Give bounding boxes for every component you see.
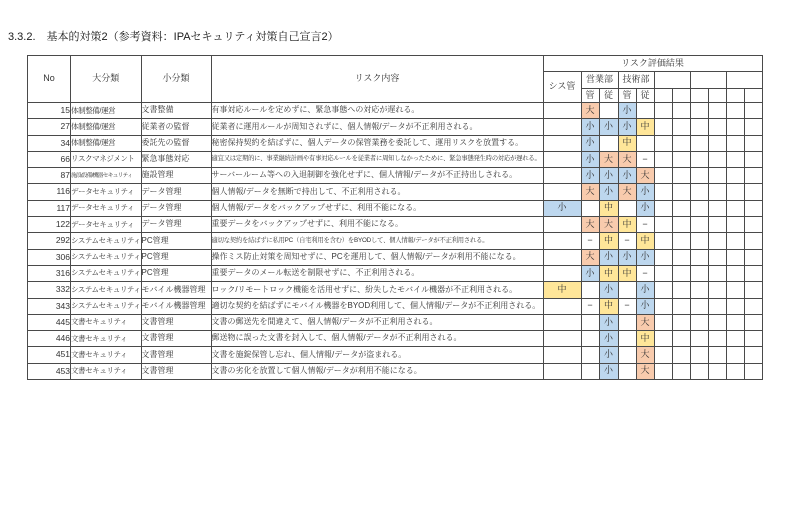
cell-eval-sales-staff: 中	[599, 233, 618, 249]
cell-eval-sysadmin	[543, 265, 581, 281]
cell-major-category: 文書セキュリティ	[71, 331, 142, 347]
cell-eval-empty	[744, 119, 762, 135]
cell-eval-empty	[690, 184, 708, 200]
cell-eval-empty	[726, 103, 744, 119]
col-header-empty-sub-1	[654, 89, 672, 103]
cell-eval-empty	[708, 363, 726, 379]
cell-eval-empty	[744, 168, 762, 184]
cell-eval-tech-staff: 中	[636, 119, 654, 135]
cell-eval-tech-staff: 小	[636, 184, 654, 200]
table-row	[28, 265, 763, 281]
cell-risk-description: 適宜又は定期的に、事業継続計画や有事対応ルールを従業者に周知しなかったために、緊急事態発生時の対応が遅れる。	[211, 151, 543, 167]
cell-risk-description: 従業者に運用ルールが周知されずに、個人情報/データが不正利用される。	[211, 119, 543, 135]
cell-minor-category: 緊急事態対応	[141, 151, 211, 167]
cell-eval-sysadmin	[543, 347, 581, 363]
cell-eval-empty	[672, 184, 690, 200]
cell-eval-tech-staff	[636, 103, 654, 119]
cell-eval-empty	[744, 314, 762, 330]
cell-eval-empty	[672, 233, 690, 249]
cell-eval-sales-manager	[581, 314, 599, 330]
cell-eval-sales-staff	[599, 135, 618, 151]
col-header-sales-staff: 従	[599, 89, 618, 103]
cell-eval-empty	[726, 217, 744, 233]
cell-eval-tech-manager: 大	[618, 184, 636, 200]
col-header-sales-manager: 管	[581, 89, 599, 103]
cell-minor-category: 施設管理	[141, 168, 211, 184]
cell-major-category: システムセキュリティ	[71, 282, 142, 298]
cell-eval-empty	[744, 298, 762, 314]
cell-major-category: 文書セキュリティ	[71, 314, 142, 330]
cell-eval-empty	[726, 298, 744, 314]
cell-minor-category: データ管理	[141, 184, 211, 200]
cell-risk-description: 秘密保持契約を結ばずに、個人データの保管業務を委託して、運用リスクを放置する。	[211, 135, 543, 151]
col-header-sales-dept: 営業部	[581, 72, 618, 89]
cell-eval-empty	[744, 151, 762, 167]
table-row	[28, 331, 763, 347]
table-row	[28, 119, 763, 135]
cell-eval-empty	[672, 282, 690, 298]
cell-eval-sales-manager	[581, 200, 599, 216]
cell-eval-sales-manager: −	[581, 298, 599, 314]
cell-risk-description: サーバールーム等への入退制御を強化せずに、個人情報/データが不正持出しされる。	[211, 168, 543, 184]
cell-risk-description: 重要データのメール転送を制限せずに、不正利用される。	[211, 265, 543, 281]
cell-eval-empty	[744, 217, 762, 233]
cell-major-category: システムセキュリティ	[71, 298, 142, 314]
cell-eval-empty	[672, 103, 690, 119]
cell-eval-sales-staff: 小	[599, 168, 618, 184]
cell-eval-empty	[744, 184, 762, 200]
cell-eval-empty	[672, 347, 690, 363]
cell-eval-empty	[726, 233, 744, 249]
cell-eval-empty	[672, 168, 690, 184]
cell-no: 15	[28, 103, 71, 119]
cell-eval-tech-staff: −	[636, 151, 654, 167]
table-row	[28, 103, 763, 119]
cell-eval-empty	[654, 265, 672, 281]
cell-minor-category: PC管理	[141, 233, 211, 249]
cell-risk-description: 郵送物に誤った文書を封入して、個人情報/データが不正利用される。	[211, 331, 543, 347]
cell-eval-sales-manager	[581, 282, 599, 298]
cell-eval-empty	[726, 265, 744, 281]
cell-eval-empty	[690, 233, 708, 249]
col-header-empty-group-2	[690, 72, 726, 89]
cell-eval-empty	[708, 233, 726, 249]
cell-eval-empty	[744, 363, 762, 379]
col-header-no: No	[28, 56, 71, 103]
col-header-major-category: 大分類	[71, 56, 142, 103]
col-header-empty-group-1	[654, 72, 690, 89]
cell-no: 451	[28, 347, 71, 363]
cell-no: 316	[28, 265, 71, 281]
cell-major-category: データセキュリティ	[71, 217, 142, 233]
cell-eval-sales-staff: 小	[599, 184, 618, 200]
cell-major-category: 文書セキュリティ	[71, 363, 142, 379]
cell-risk-description: 文書を施錠保管し忘れ、個人情報/データが盗まれる。	[211, 347, 543, 363]
cell-no: 446	[28, 331, 71, 347]
cell-eval-sysadmin	[543, 135, 581, 151]
cell-eval-empty	[708, 119, 726, 135]
cell-major-category: 施設/設備/機器セキュリティ	[71, 168, 142, 184]
cell-eval-sysadmin	[543, 168, 581, 184]
cell-eval-empty	[708, 314, 726, 330]
cell-eval-tech-manager	[618, 282, 636, 298]
cell-no: 453	[28, 363, 71, 379]
cell-eval-empty	[672, 217, 690, 233]
cell-major-category: リスクマネジメント	[71, 151, 142, 167]
cell-eval-sales-manager	[581, 347, 599, 363]
cell-eval-tech-staff: 小	[636, 298, 654, 314]
cell-eval-empty	[708, 347, 726, 363]
cell-eval-sysadmin: 中	[543, 282, 581, 298]
cell-eval-tech-staff: 大	[636, 363, 654, 379]
cell-eval-empty	[690, 363, 708, 379]
cell-eval-empty	[690, 265, 708, 281]
cell-eval-empty	[672, 265, 690, 281]
cell-eval-empty	[708, 249, 726, 265]
cell-eval-sales-staff: 小	[599, 331, 618, 347]
cell-eval-tech-staff	[636, 135, 654, 151]
cell-minor-category: 文書整備	[141, 103, 211, 119]
cell-eval-empty	[690, 282, 708, 298]
cell-eval-empty	[690, 217, 708, 233]
cell-risk-description: 操作ミス防止対策を周知せずに、PCを運用して、個人情報/データが利用不能になる。	[211, 249, 543, 265]
cell-eval-tech-staff: 大	[636, 347, 654, 363]
cell-eval-sales-manager: 小	[581, 265, 599, 281]
cell-eval-tech-manager	[618, 347, 636, 363]
cell-minor-category: 従業者の監督	[141, 119, 211, 135]
cell-no: 34	[28, 135, 71, 151]
cell-eval-empty	[708, 298, 726, 314]
cell-eval-tech-manager	[618, 314, 636, 330]
table-row	[28, 200, 763, 216]
table-row	[28, 314, 763, 330]
cell-eval-empty	[726, 135, 744, 151]
cell-eval-sales-staff: 中	[599, 200, 618, 216]
cell-eval-empty	[690, 314, 708, 330]
cell-eval-sales-manager: 小	[581, 151, 599, 167]
cell-eval-sales-manager: 大	[581, 217, 599, 233]
cell-eval-empty	[654, 331, 672, 347]
cell-eval-sales-manager	[581, 331, 599, 347]
cell-no: 332	[28, 282, 71, 298]
col-header-empty-group-3	[726, 72, 762, 89]
cell-eval-empty	[708, 282, 726, 298]
cell-major-category: データセキュリティ	[71, 184, 142, 200]
cell-eval-sales-manager: 小	[581, 135, 599, 151]
cell-eval-empty	[672, 135, 690, 151]
cell-eval-empty	[690, 103, 708, 119]
cell-eval-sysadmin	[543, 151, 581, 167]
table-row	[28, 168, 763, 184]
cell-minor-category: データ管理	[141, 200, 211, 216]
cell-eval-empty	[726, 282, 744, 298]
cell-eval-sysadmin	[543, 249, 581, 265]
cell-eval-empty	[744, 331, 762, 347]
cell-eval-empty	[708, 200, 726, 216]
cell-risk-description: 文書の郵送先を間違えて、個人情報/データが不正利用される。	[211, 314, 543, 330]
cell-eval-empty	[672, 363, 690, 379]
table-row	[28, 282, 763, 298]
cell-eval-empty	[726, 119, 744, 135]
cell-eval-empty	[726, 314, 744, 330]
col-header-tech-dept: 技術部	[618, 72, 654, 89]
col-header-tech-staff: 従	[636, 89, 654, 103]
cell-risk-description: ロック/リモートロック機能を活用せずに、紛失したモバイル機器が不正利用される。	[211, 282, 543, 298]
cell-eval-empty	[708, 184, 726, 200]
cell-eval-sales-manager	[581, 363, 599, 379]
cell-minor-category: モバイル機器管理	[141, 298, 211, 314]
col-header-empty-sub-6	[744, 89, 762, 103]
cell-eval-empty	[654, 314, 672, 330]
cell-eval-sales-staff: 大	[599, 151, 618, 167]
cell-eval-empty	[672, 249, 690, 265]
cell-minor-category: 文書管理	[141, 314, 211, 330]
cell-minor-category: モバイル機器管理	[141, 282, 211, 298]
cell-no: 27	[28, 119, 71, 135]
table-row	[28, 135, 763, 151]
cell-eval-empty	[690, 119, 708, 135]
cell-risk-description: 重要データをバックアップせずに、利用不能になる。	[211, 217, 543, 233]
cell-eval-tech-staff: 小	[636, 282, 654, 298]
cell-no: 66	[28, 151, 71, 167]
cell-eval-empty	[744, 282, 762, 298]
cell-eval-tech-staff: −	[636, 217, 654, 233]
cell-risk-description: 文書の劣化を放置して個人情報/データが利用不能になる。	[211, 363, 543, 379]
cell-minor-category: データ管理	[141, 217, 211, 233]
cell-eval-empty	[726, 200, 744, 216]
cell-eval-sales-manager: 小	[581, 119, 599, 135]
cell-eval-empty	[690, 200, 708, 216]
cell-eval-sales-manager: 小	[581, 168, 599, 184]
table-row	[28, 298, 763, 314]
cell-eval-tech-staff: −	[636, 265, 654, 281]
cell-risk-description: 適切な契約を結ばずに私用PC（自宅利用を含む）をBYODして、個人情報/データが不正利用される。	[211, 233, 543, 249]
cell-eval-sysadmin	[543, 103, 581, 119]
cell-eval-sysadmin	[543, 184, 581, 200]
cell-no: 116	[28, 184, 71, 200]
cell-no: 292	[28, 233, 71, 249]
col-header-system-admin: シス管	[543, 72, 581, 103]
cell-eval-empty	[744, 233, 762, 249]
col-header-empty-sub-5	[726, 89, 744, 103]
cell-risk-description: 適切な契約を結ばずにモバイル機器をBYOD利用して、個人情報/データが不正利用される。	[211, 298, 543, 314]
table-row	[28, 151, 763, 167]
cell-eval-tech-staff: 小	[636, 200, 654, 216]
cell-eval-sysadmin	[543, 119, 581, 135]
cell-eval-tech-staff: 大	[636, 314, 654, 330]
cell-major-category: 体制整備/運営	[71, 103, 142, 119]
cell-eval-empty	[654, 298, 672, 314]
cell-eval-sales-staff: 小	[599, 119, 618, 135]
cell-minor-category: 委託先の監督	[141, 135, 211, 151]
cell-eval-empty	[726, 184, 744, 200]
cell-eval-empty	[726, 363, 744, 379]
cell-eval-empty	[726, 347, 744, 363]
cell-eval-sales-manager: −	[581, 233, 599, 249]
cell-major-category: システムセキュリティ	[71, 233, 142, 249]
cell-no: 306	[28, 249, 71, 265]
table-row	[28, 249, 763, 265]
cell-eval-empty	[744, 249, 762, 265]
cell-eval-empty	[744, 200, 762, 216]
cell-risk-description: 個人情報/データをバックアップせずに、利用不能になる。	[211, 200, 543, 216]
cell-eval-empty	[708, 265, 726, 281]
cell-eval-tech-staff: 中	[636, 331, 654, 347]
table-row	[28, 363, 763, 379]
cell-eval-sysadmin	[543, 217, 581, 233]
cell-eval-sales-manager: 大	[581, 184, 599, 200]
cell-eval-sales-manager: 大	[581, 249, 599, 265]
risk-table-body	[28, 103, 763, 380]
cell-eval-empty	[654, 168, 672, 184]
cell-major-category: システムセキュリティ	[71, 265, 142, 281]
col-header-tech-manager: 管	[618, 89, 636, 103]
cell-eval-sales-manager: 大	[581, 103, 599, 119]
table-row	[28, 347, 763, 363]
cell-risk-description: 個人情報/データを無断で持出して、不正利用される。	[211, 184, 543, 200]
cell-eval-sales-staff: 小	[599, 314, 618, 330]
cell-eval-tech-manager: 小	[618, 103, 636, 119]
cell-eval-sales-staff: 小	[599, 282, 618, 298]
cell-eval-sales-staff: 小	[599, 249, 618, 265]
cell-eval-empty	[708, 217, 726, 233]
cell-eval-tech-manager: 中	[618, 217, 636, 233]
risk-table	[27, 55, 763, 380]
cell-eval-empty	[654, 347, 672, 363]
cell-eval-empty	[672, 200, 690, 216]
cell-eval-empty	[672, 331, 690, 347]
cell-eval-empty	[672, 151, 690, 167]
cell-eval-empty	[744, 265, 762, 281]
col-header-evaluation-result: リスク評価結果	[543, 56, 762, 72]
cell-eval-empty	[690, 249, 708, 265]
cell-minor-category: 文書管理	[141, 347, 211, 363]
cell-eval-sysadmin	[543, 298, 581, 314]
cell-eval-sysadmin	[543, 233, 581, 249]
cell-minor-category: 文書管理	[141, 331, 211, 347]
cell-eval-tech-manager: 中	[618, 135, 636, 151]
cell-eval-tech-manager	[618, 363, 636, 379]
cell-major-category: 体制整備/運営	[71, 135, 142, 151]
cell-eval-empty	[654, 184, 672, 200]
cell-eval-empty	[690, 347, 708, 363]
cell-eval-empty	[654, 217, 672, 233]
cell-eval-tech-manager: −	[618, 233, 636, 249]
cell-eval-empty	[708, 168, 726, 184]
cell-eval-sysadmin	[543, 331, 581, 347]
cell-eval-tech-manager: −	[618, 298, 636, 314]
cell-eval-sales-staff: 中	[599, 298, 618, 314]
cell-eval-empty	[726, 151, 744, 167]
table-row	[28, 233, 763, 249]
cell-eval-empty	[708, 135, 726, 151]
cell-eval-empty	[690, 135, 708, 151]
cell-major-category: 文書セキュリティ	[71, 347, 142, 363]
cell-eval-tech-manager: 小	[618, 119, 636, 135]
cell-eval-empty	[708, 103, 726, 119]
cell-risk-description: 有事対応ルールを定めずに、緊急事態への対応が遅れる。	[211, 103, 543, 119]
col-header-empty-sub-3	[690, 89, 708, 103]
cell-eval-tech-staff: 中	[636, 233, 654, 249]
cell-eval-empty	[726, 249, 744, 265]
cell-eval-sysadmin	[543, 314, 581, 330]
cell-no: 445	[28, 314, 71, 330]
col-header-minor-category: 小分類	[141, 56, 211, 103]
cell-eval-empty	[654, 363, 672, 379]
cell-eval-empty	[672, 119, 690, 135]
cell-eval-sales-staff: 小	[599, 347, 618, 363]
cell-eval-tech-manager: 中	[618, 265, 636, 281]
col-header-empty-sub-2	[672, 89, 690, 103]
cell-eval-empty	[654, 151, 672, 167]
cell-eval-empty	[690, 331, 708, 347]
cell-eval-empty	[672, 314, 690, 330]
cell-eval-empty	[654, 103, 672, 119]
cell-eval-empty	[672, 298, 690, 314]
cell-eval-empty	[654, 200, 672, 216]
cell-eval-empty	[744, 347, 762, 363]
cell-no: 122	[28, 217, 71, 233]
table-row	[28, 217, 763, 233]
cell-eval-empty	[726, 331, 744, 347]
table-row	[28, 184, 763, 200]
cell-eval-tech-manager	[618, 200, 636, 216]
cell-eval-empty	[690, 168, 708, 184]
cell-eval-empty	[708, 151, 726, 167]
cell-eval-empty	[654, 119, 672, 135]
cell-eval-empty	[654, 135, 672, 151]
cell-eval-tech-manager	[618, 331, 636, 347]
cell-major-category: 体制整備/運営	[71, 119, 142, 135]
cell-eval-empty	[654, 249, 672, 265]
cell-eval-empty	[744, 103, 762, 119]
cell-eval-tech-staff: 小	[636, 249, 654, 265]
cell-eval-empty	[654, 282, 672, 298]
col-header-empty-sub-4	[708, 89, 726, 103]
cell-no: 343	[28, 298, 71, 314]
cell-no: 87	[28, 168, 71, 184]
header-row-1	[28, 56, 763, 72]
cell-no: 117	[28, 200, 71, 216]
cell-minor-category: PC管理	[141, 249, 211, 265]
cell-eval-empty	[690, 298, 708, 314]
cell-eval-sysadmin	[543, 363, 581, 379]
cell-eval-sales-staff: 小	[599, 363, 618, 379]
cell-eval-empty	[690, 151, 708, 167]
cell-minor-category: 文書管理	[141, 363, 211, 379]
cell-eval-empty	[744, 135, 762, 151]
cell-eval-empty	[708, 331, 726, 347]
cell-eval-tech-manager: 小	[618, 249, 636, 265]
section-title: 3.3.2. 基本的対策2（参考資料：IPAセキュリティ対策自己宣言2）	[8, 31, 339, 43]
cell-eval-tech-staff: 大	[636, 168, 654, 184]
cell-eval-sales-staff: 中	[599, 265, 618, 281]
cell-minor-category: PC管理	[141, 265, 211, 281]
cell-eval-tech-manager: 大	[618, 151, 636, 167]
cell-eval-empty	[654, 233, 672, 249]
cell-eval-sysadmin: 小	[543, 200, 581, 216]
cell-eval-empty	[726, 168, 744, 184]
cell-major-category: システムセキュリティ	[71, 249, 142, 265]
cell-major-category: データセキュリティ	[71, 200, 142, 216]
cell-eval-sales-staff: 大	[599, 217, 618, 233]
col-header-risk-description: リスク内容	[211, 56, 543, 103]
cell-eval-sales-staff	[599, 103, 618, 119]
cell-eval-tech-manager: 小	[618, 168, 636, 184]
